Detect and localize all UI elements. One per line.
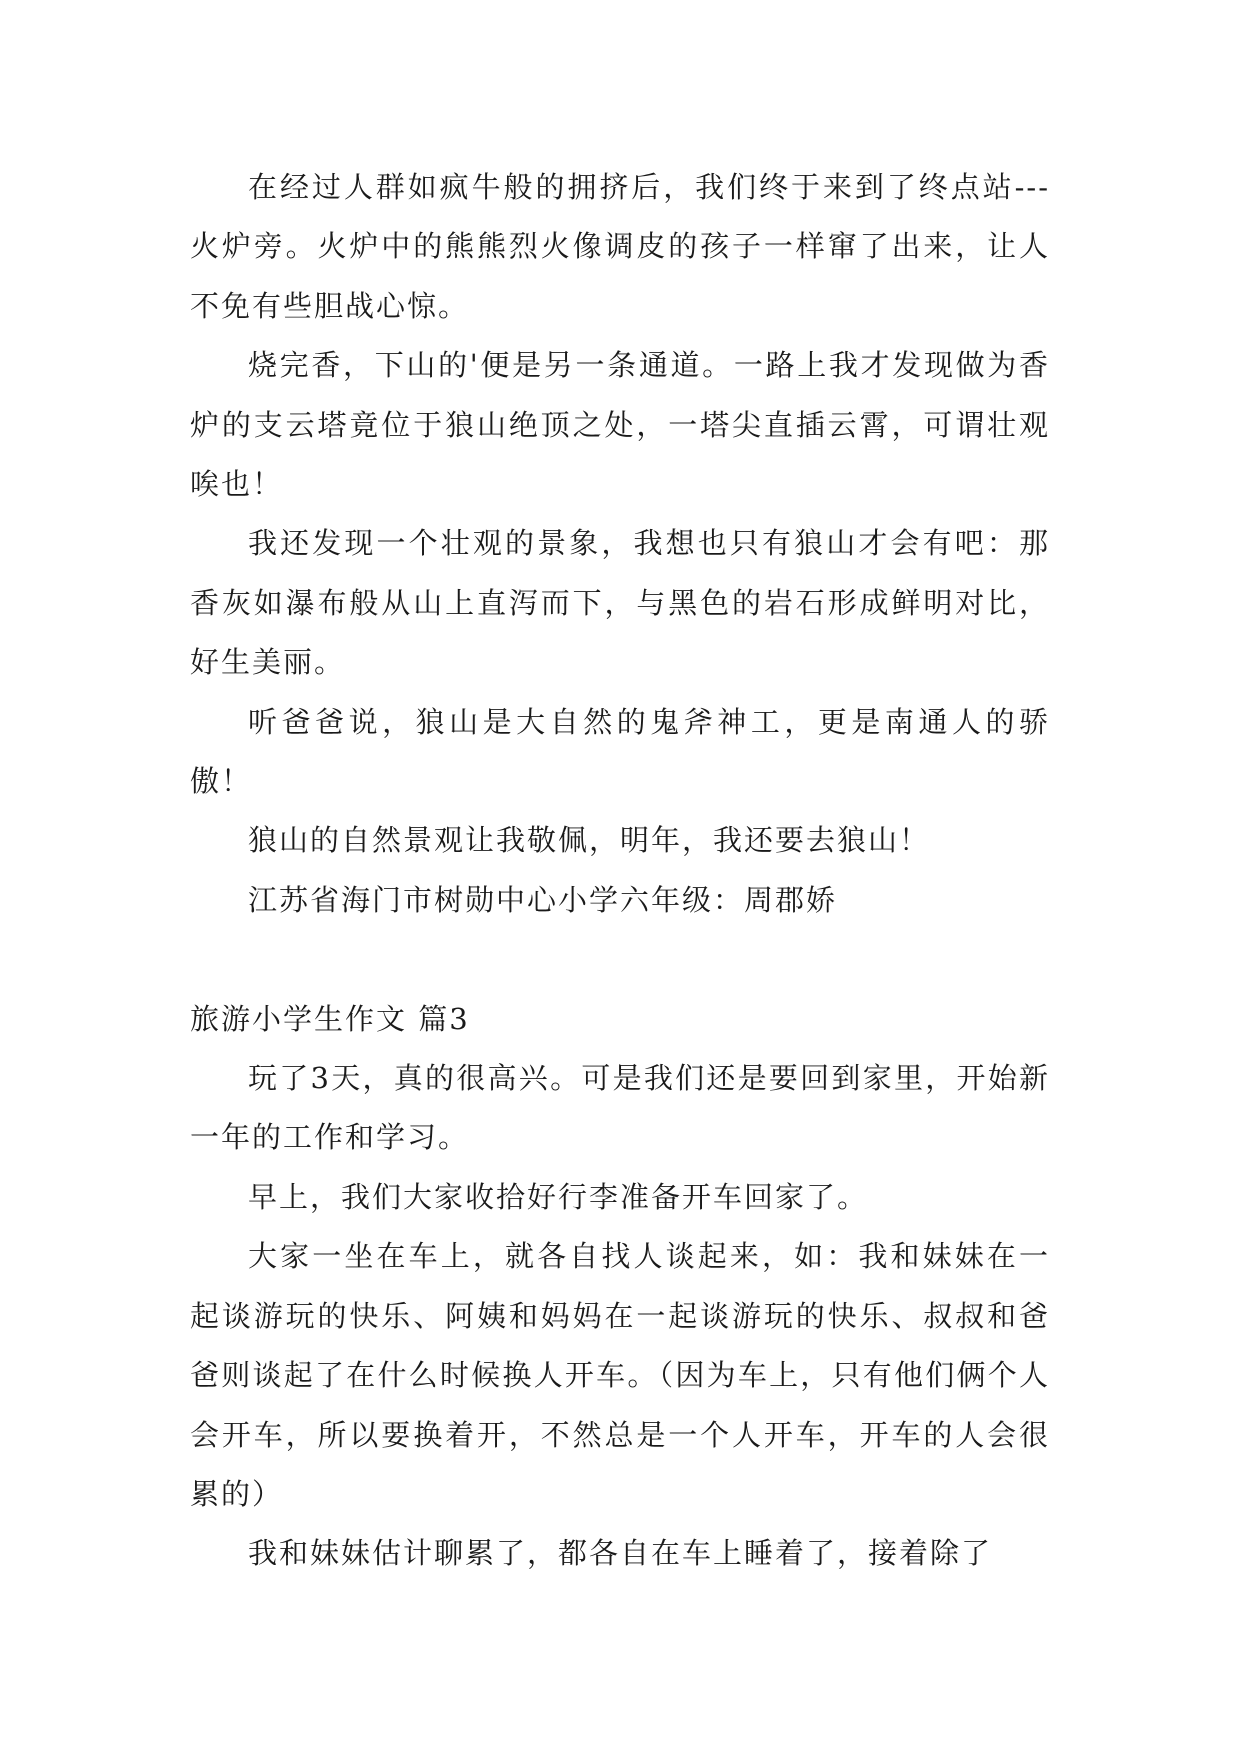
paragraph-three-days: 玩了3天，真的很高兴。可是我们还是要回到家里，开始新一年的工作和学习。 <box>190 1061 1050 1155</box>
paragraph-fire-pit: 在经过人群如疯牛般的拥挤后，我们终于来到了终点站---火炉旁。火炉中的熊熊烈火像调皮的孩子一样窜了出来，让人不免有些胆战心惊。 <box>190 170 1050 323</box>
section-spacer <box>190 930 1050 989</box>
section-heading: 旅游小学生作文 篇3 <box>190 1001 470 1036</box>
paragraph-morning: 早上，我们大家收拾好行李准备开车回家了。 <box>248 1179 869 1214</box>
paragraph-incense-pagoda: 烧完香，下山的'便是另一条通道。一路上我才发现做为香炉的支云塔竟位于狼山绝顶之处，一塔尖直插云霄，可谓壮观唉也！ <box>190 348 1050 502</box>
paragraph-father-says: 听爸爸说，狼山是大自然的鬼斧神工，更是南通人的骄傲！ <box>190 704 1050 799</box>
essay-body <box>190 158 1050 1584</box>
paragraph-fell-asleep: 我和妹妹估计聊累了，都各自在车上睡着了，接着除了 <box>248 1536 993 1571</box>
paragraph-ash-waterfall: 我还发现一个壮观的景象，我想也只有狼山才会有吧：那香灰如瀑布般从山上直泻而下，与黑色的岩石形成鲜明对比，好生美丽。 <box>190 526 1050 680</box>
paragraph-in-car: 大家一坐在车上，就各自找人谈起来，如：我和妹妹在一起谈游玩的快乐、阿姨和妈妈在一起谈游玩的快乐、叔叔和爸爸则谈起了在什么时候换人开车。（因为车上，只有他们俩个人会开车，所以要换着开，不然总是一个人开车，开车的人会很累的） <box>190 1239 1050 1511</box>
author-signature: 江苏省海门市树勋中心小学六年级：周郡娇 <box>248 882 838 917</box>
paragraph-next-year: 狼山的自然景观让我敬佩，明年，我还要去狼山！ <box>248 823 931 858</box>
